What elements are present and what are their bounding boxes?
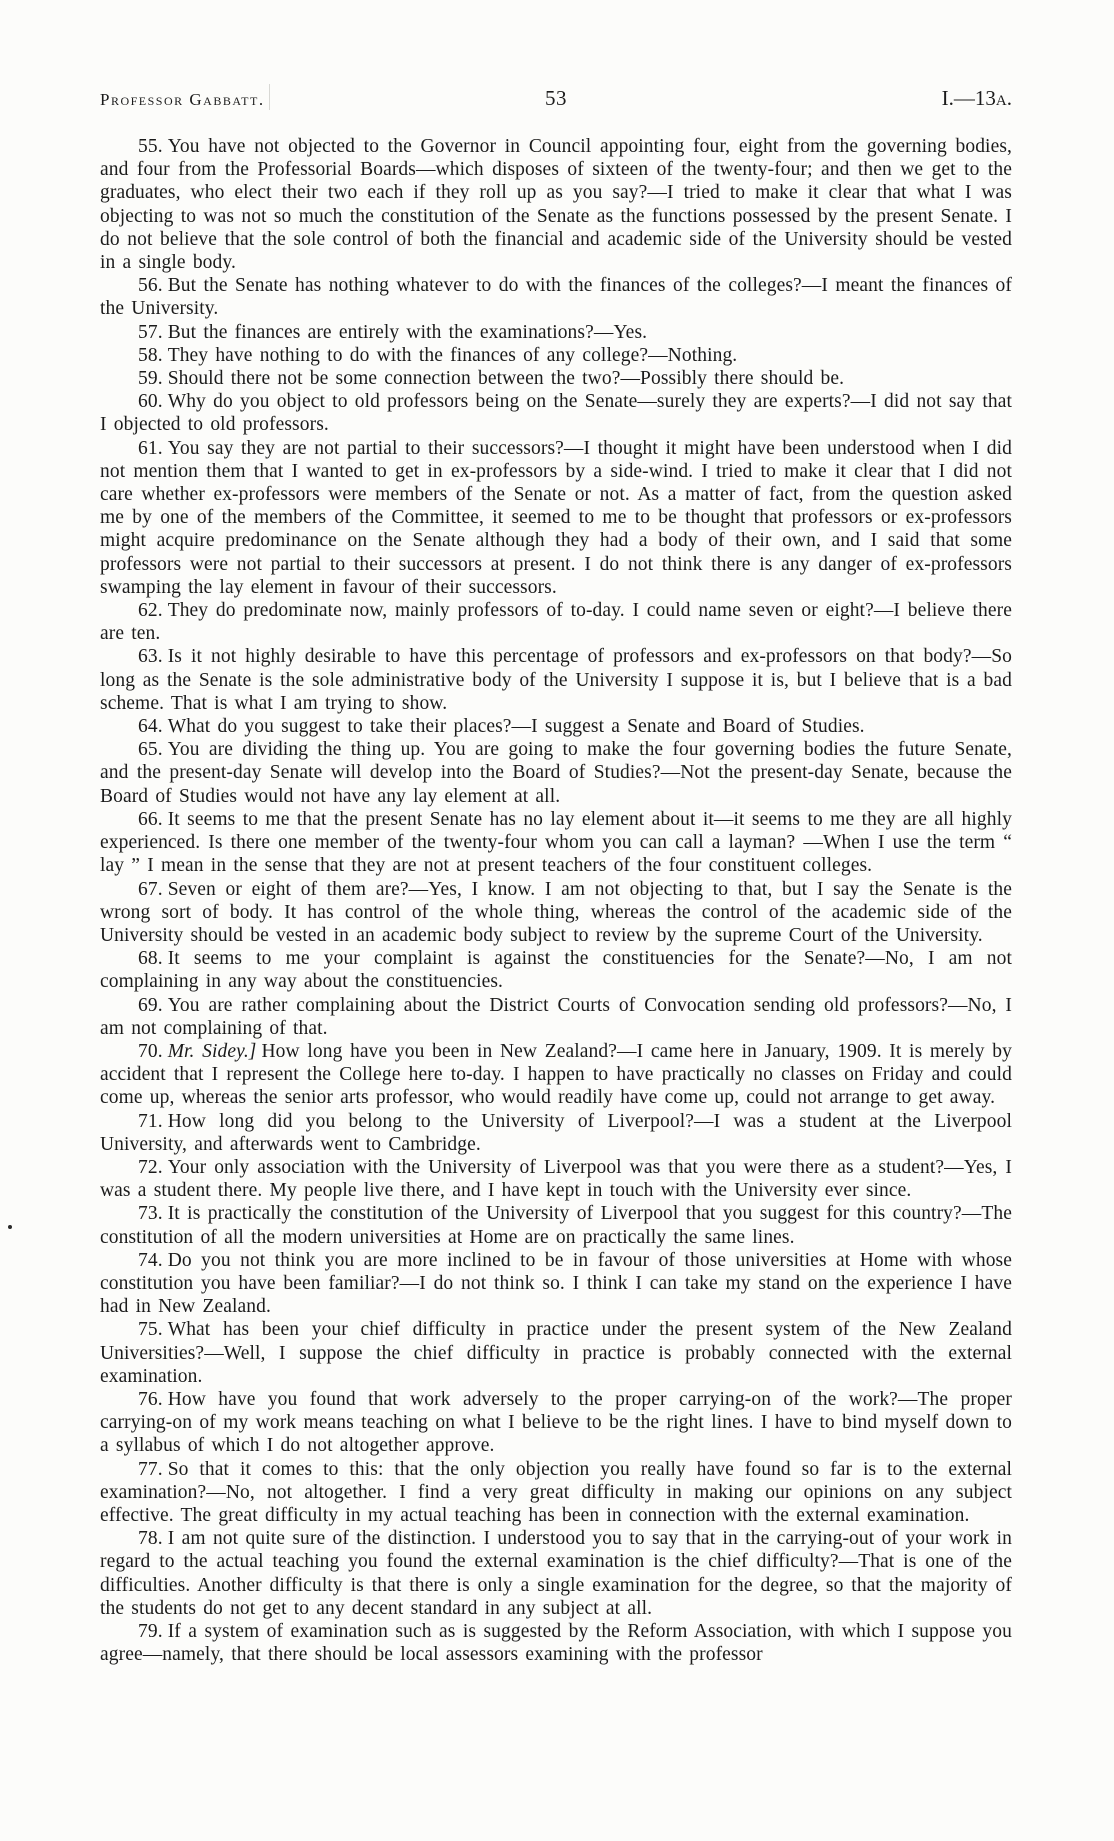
qa-paragraph <box>100 274 1012 320</box>
qa-text: They do predominate now, mainly professors of to-day. I could name seven or eight?—I believe there are ten. <box>100 600 1012 645</box>
qa-paragraph <box>100 1249 1012 1319</box>
qa-text: I am not quite sure of the distinction. I understood you to say that in the carrying-out of your work in regard to the actual teaching you found the external examination is the chief difficulty?—That is one of the difficulties. Another difficulty is that there is only a single examination for the degree, so that the majority of the students do not get to any decent standard in any subject at all. <box>100 1528 1012 1619</box>
qa-paragraph <box>100 1040 1012 1110</box>
question-number: 78. <box>138 1528 163 1550</box>
qa-text: So that it comes to this: that the only objection you really have found so far is to the external examination?—No, not altogether. I find a very great difficulty in making our opinions on any subject effective. The great difficulty in my actual teaching has been in connection with the external examination. <box>100 1458 1012 1526</box>
question-number: 69. <box>138 994 163 1016</box>
qa-text: How long did you belong to the University of Liverpool?—I was a student at the Liverpool University, and afterwards went to Cambridge. <box>100 1110 1012 1155</box>
qa-paragraph <box>100 715 1012 738</box>
qa-text: If a system of examination such as is suggested by the Reform Association, with which I suppose you agree—namely, that there should be local assessors examining with the professor <box>100 1621 1012 1666</box>
question-number: 66. <box>138 808 163 830</box>
qa-paragraph <box>100 1110 1012 1156</box>
question-number: 71. <box>138 1110 163 1132</box>
qa-text: What has been your chief difficulty in practice under the present system of the New Zealand Universities?—Well, I suppose the chief difficulty in practice is probably connected with the external examination. <box>100 1319 1012 1387</box>
qa-text: What do you suggest to take their places?—I suggest a Senate and Board of Studies. <box>167 716 865 738</box>
qa-paragraph <box>100 1527 1012 1620</box>
speaker-label: Mr. Sidey.] <box>167 1040 257 1062</box>
page-header <box>100 86 1012 111</box>
qa-text: You are rather complaining about the District Courts of Convocation sending old professors?—No, I am not complaining of that. <box>100 994 1012 1039</box>
qa-paragraph <box>100 135 1012 274</box>
question-number: 61. <box>138 437 163 459</box>
qa-text: They have nothing to do with the finances of any college?—Nothing. <box>167 344 738 366</box>
question-number: 59. <box>138 368 163 390</box>
question-number: 58. <box>138 344 163 366</box>
question-number: 56. <box>138 275 163 297</box>
qa-paragraph <box>100 367 1012 390</box>
question-number: 74. <box>138 1249 163 1271</box>
qa-paragraph <box>100 344 1012 367</box>
qa-text: Is it not highly desirable to have this percentage of professors and ex-professors on that body?—So long as the Senate is the sole administrative body of the University I suppose it is, but I believe that is a bad scheme. That is what I am trying to show. <box>100 646 1012 714</box>
question-number: 55. <box>138 136 163 157</box>
question-number: 72. <box>138 1156 163 1178</box>
qa-paragraph <box>100 994 1012 1040</box>
qa-paragraph <box>100 437 1012 599</box>
question-number: 57. <box>138 321 163 343</box>
question-number: 60. <box>138 391 163 413</box>
qa-paragraph <box>100 1458 1012 1528</box>
qa-paragraph <box>100 645 1012 715</box>
qa-paragraph <box>100 738 1012 808</box>
qa-text: How long have you been in New Zealand?—I came here in January, 1909. It is merely by accident that I represent the College here to-day. I happen to have practically no classes on Friday and could come up, whereas the senior arts professor, who would readily have come up, could not arrange to get away. <box>100 1040 1012 1109</box>
qa-paragraph <box>100 390 1012 436</box>
qa-text: It seems to me your complaint is against the constituencies for the Senate?—No, I am not complaining in any way about the constituencies. <box>100 948 1012 993</box>
question-number: 62. <box>138 600 163 622</box>
qa-paragraph <box>100 321 1012 344</box>
question-number: 73. <box>138 1203 163 1225</box>
qa-paragraph <box>100 1318 1012 1388</box>
qa-paragraph <box>100 808 1012 878</box>
question-number: 75. <box>138 1319 163 1341</box>
question-number: 77. <box>138 1458 163 1480</box>
qa-text: You say they are not partial to their successors?—I thought it might have been understood when I did not mention them that I wanted to get in ex-professors by a side-wind. I tried to make it clear that I did not care whether ex-professors were members of the Senate or not. As a matter of fact, from the question asked me by one of the members of the Committee, it seemed to me to be thought that professors or ex-professors might acquire predominance on the Senate although they had a body of their own, and I said that some professors were not partial to their successors at present. I do not think there is any danger of ex-professors swamping the lay element in favour of their successors. <box>100 437 1012 598</box>
page-number: 53 <box>545 86 567 110</box>
question-number: 63. <box>138 646 163 668</box>
running-header-witness: Professor Gabbatt. <box>100 90 545 110</box>
ink-speck <box>8 1225 12 1229</box>
qa-paragraph <box>100 599 1012 645</box>
qa-paragraph <box>100 878 1012 948</box>
question-number: 67. <box>138 878 163 900</box>
paper-identifier: I.—13a. <box>941 86 1012 110</box>
qa-text: It seems to me that the present Senate has no lay element about it—it seems to me they are all highly experienced. Is there one member of the twenty-four whom you can call a layman? —When I use the term “ lay ” I mean in the sense that they are not at present teachers of the four constituent colleges. <box>100 808 1012 877</box>
qa-text: Do you not think you are more inclined to be in favour of those universities at Home with whose constitution you have been familiar?—I do not think so. I think I can take my stand on the experience I have had in New Zealand. <box>100 1249 1012 1318</box>
qa-paragraph <box>100 1202 1012 1248</box>
question-number: 65. <box>138 739 163 761</box>
testimony-body <box>100 135 1012 1666</box>
question-number: 79. <box>138 1621 163 1642</box>
qa-text: Seven or eight of them are?—Yes, I know. I am not objecting to that, but I say the Senate is the wrong sort of body. It has control of the whole thing, whereas the control of the academic side of the University should be vested in an academic body subject to review by the supreme Court of the University. <box>100 878 1012 946</box>
qa-text: You have not objected to the Governor in Council appointing four, eight from the governing bodies, and four from the Professorial Boards—which disposes of sixteen of the twenty-four; and then we get to the graduates, who elect their two each if they roll up as you say?—I tried to make it clear that what I was objecting to was not so much the constitution of the Senate as the functions possessed by the present Senate. I do not believe that the sole control of both the financial and academic side of the University should be vested in a single body. <box>100 136 1012 274</box>
question-number: 64. <box>138 716 163 738</box>
qa-paragraph <box>100 1620 1012 1666</box>
qa-text: But the Senate has nothing whatever to do with the finances of the colleges?—I meant the finances of the University. <box>100 275 1012 320</box>
question-number: 76. <box>138 1388 163 1410</box>
question-number: 70. <box>138 1040 163 1062</box>
qa-text: It is practically the constitution of the University of Liverpool that you suggest for this country?—The constitution of all the modern universities at Home are on practically the same lines. <box>100 1203 1012 1248</box>
qa-paragraph <box>100 947 1012 993</box>
question-number: 68. <box>138 948 163 970</box>
qa-text: Should there not be some connection between the two?—Possibly there should be. <box>167 368 845 390</box>
qa-paragraph <box>100 1156 1012 1202</box>
qa-text: How have you found that work adversely to the proper carrying-on of the work?—The proper carrying-on of my work means teaching on what I believe to be the right lines. I have to bind myself down to a syllabus of which I do not altogether approve. <box>100 1388 1012 1457</box>
qa-paragraph <box>100 1388 1012 1458</box>
qa-text: You are dividing the thing up. You are going to make the four governing bodies the future Senate, and the present-day Senate will develop into the Board of Studies?—Not the present-day Senate, because the Board of Studies would not have any lay element at all. <box>100 739 1012 807</box>
qa-text: Your only association with the University of Liverpool was that you were there as a student?—Yes, I was a student there. My people live there, and I have kept in touch with the University ever since. <box>100 1156 1012 1202</box>
qa-text: Why do you object to old professors being on the Senate—surely they are experts?—I did not say that I objected to old professors. <box>100 391 1012 436</box>
qa-text: But the finances are entirely with the examinations?—Yes. <box>167 321 648 343</box>
